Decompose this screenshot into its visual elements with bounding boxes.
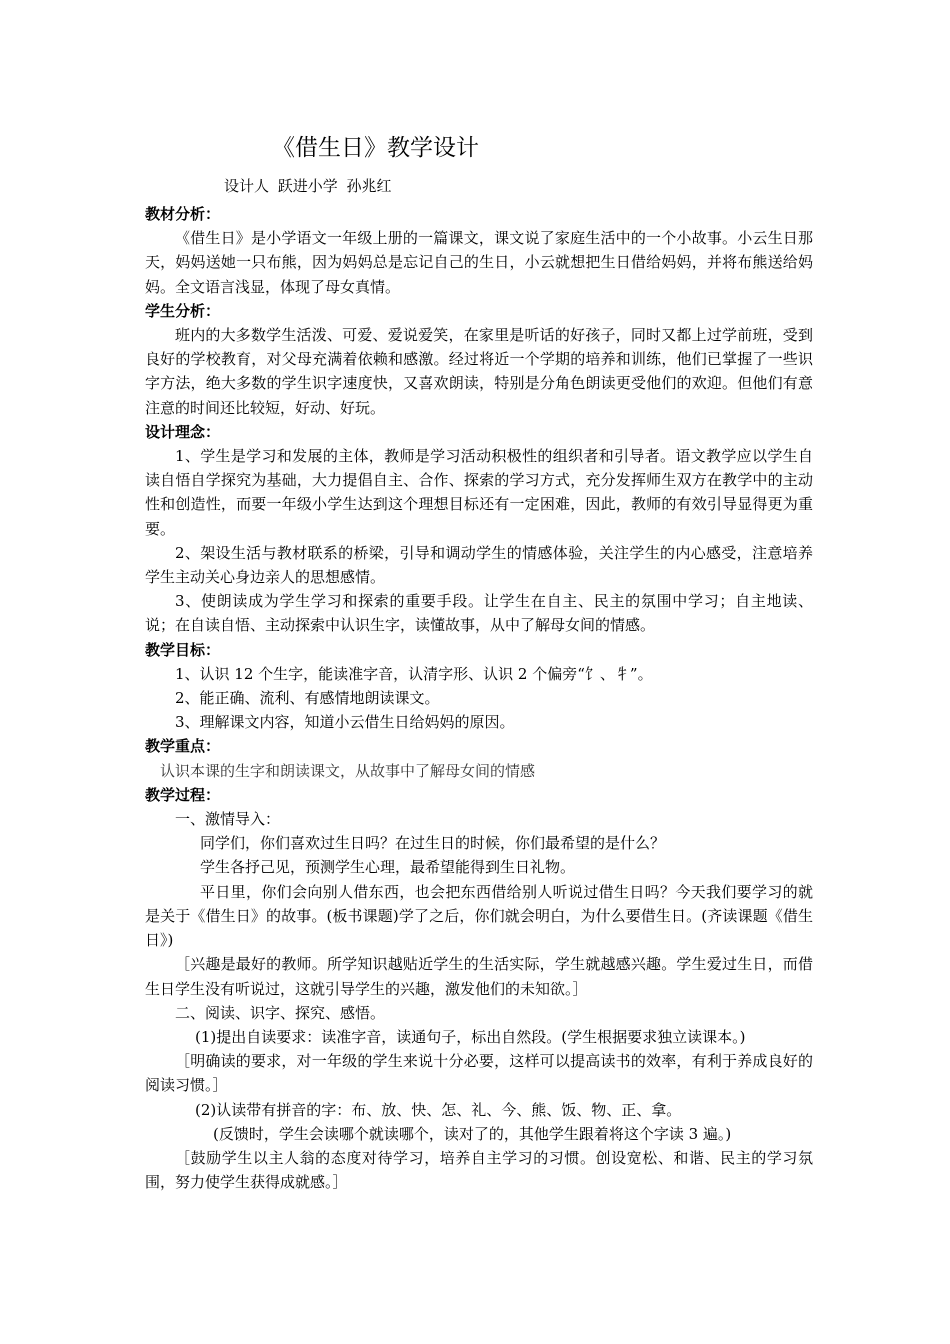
concept-item: 3、使朗读成为学生学习和探索的重要手段。让学生在自主、民主的氛围中学习；自主地读、说；在自读自悟、主动探索中认识生字，读懂故事，从中了解母女间的情感。 <box>145 592 813 635</box>
concept-item: 2、架设生活与教材联系的桥梁，引导和调动学生的情感体验，关注学生的内心感受，注意培养学生主动关心身边亲人的思想感情。 <box>145 543 813 587</box>
goal-item: 1、认识 12 个生字，能读准字音，认清字形、认识 2 个偏旁“饣、牜”。 <box>175 664 653 683</box>
materials-paragraph: 《借生日》是小学语文一年级上册的一篇课文，课文说了家庭生活中的一个小故事。小云生日那天，妈妈送她一只布熊，因为妈妈总是忘记自己的生日，小云就想把生日借给妈妈，并将布熊送给妈妈。全文语言浅显，体现了母女真情。 <box>145 229 813 296</box>
heading-focus: 教学重点： <box>145 737 221 756</box>
process-step: (1)提出自读要求：读准字音，读通句子，标出自然段。(学生根据要求独立读课本。) <box>195 1027 746 1046</box>
document-title: 《借生日》教学设计 <box>272 135 479 161</box>
goal-item: 2、能正确、流利、有感情地朗读课文。 <box>175 689 440 708</box>
concept-item: 1、学生是学习和发展的主体，教师是学习活动积极性的组织者和引导者。语文教学应以学生自读自悟自学探究为基础，大力提倡自主、合作、探索的学习方式，充分发挥师生双方在教学中的主动性和创造性，而要一年级小学生达到这个理想目标还有一定困难，因此，教师的有效引导显得更为重要。 <box>145 447 813 538</box>
heading-goals: 教学目标： <box>145 640 221 659</box>
process-part2-title: 二、阅读、识字、探究、感悟。 <box>175 1003 386 1022</box>
process-note: ［鼓励学生以主人翁的态度对待学习，培养自主学习的习惯。创设宽松、和谐、民主的学习氛围，努力使学生获得成就感。］ <box>145 1148 813 1192</box>
goal-item: 3、理解课文内容，知道小云借生日给妈妈的原因。 <box>175 713 515 732</box>
process-step: (反馈时，学生会读哪个就读哪个，读对了的，其他学生跟着将这个字读 3 遍。) <box>213 1124 732 1143</box>
document-body <box>145 202 813 1194</box>
heading-materials: 教材分析： <box>145 205 221 223</box>
process-note: ［兴趣是最好的教师。所学知识越贴近学生的生活实际，学生就越感兴趣。学生爱过生日，而借生日学生没有听说过，这就引导学生的兴趣，激发他们的未知欲。］ <box>145 955 813 998</box>
process-part1-title: 一、激情导入： <box>175 810 281 829</box>
students-paragraph: 班内的大多数学生活泼、可爱、爱说爱笑，在家里是听话的好孩子，同时又都上过学前班，受到良好的学校教育，对父母充满着依赖和感激。经过将近一个学期的培养和训练，他们已掌握了一些识字方法，绝大多数的学生识字速度快，又喜欢朗读，特别是分角色朗读更受他们的欢迎。但他们有意注意的时间还比较短，好动、好玩。 <box>145 326 813 417</box>
process-question: 同学们，你们喜欢过生日吗？在过生日的时候，你们最希望的是什么？ <box>200 834 666 853</box>
heading-concept: 设计理念： <box>145 422 221 441</box>
process-question: 学生各抒己见，预测学生心理，最希望能得到生日礼物。 <box>200 858 576 877</box>
heading-students: 学生分析： <box>145 301 221 320</box>
process-note: ［明确读的要求，对一年级的学生来说十分必要，这样可以提高读书的效率，有利于养成良好的阅读习惯。］ <box>145 1052 813 1095</box>
process-step: (2)认读带有拼音的字：布、放、快、怎、礼、今、熊、饭、物、正、拿。 <box>195 1100 682 1119</box>
heading-process: 教学过程： <box>145 785 221 804</box>
process-question: 平日里，你们会向别人借东西，也会把东西借给别人听说过借生日吗？今天我们要学习的就是关于《借生日》的故事。(板书课题)学了之后，你们就会明白，为什么要借生日。(齐读课题《借生日》) <box>145 882 813 950</box>
focus-paragraph: 认识本课的生字和朗读课文，从故事中了解母女间的情感 <box>160 761 536 780</box>
author-line: 设计人 跃进小学 孙兆红 <box>224 177 392 195</box>
